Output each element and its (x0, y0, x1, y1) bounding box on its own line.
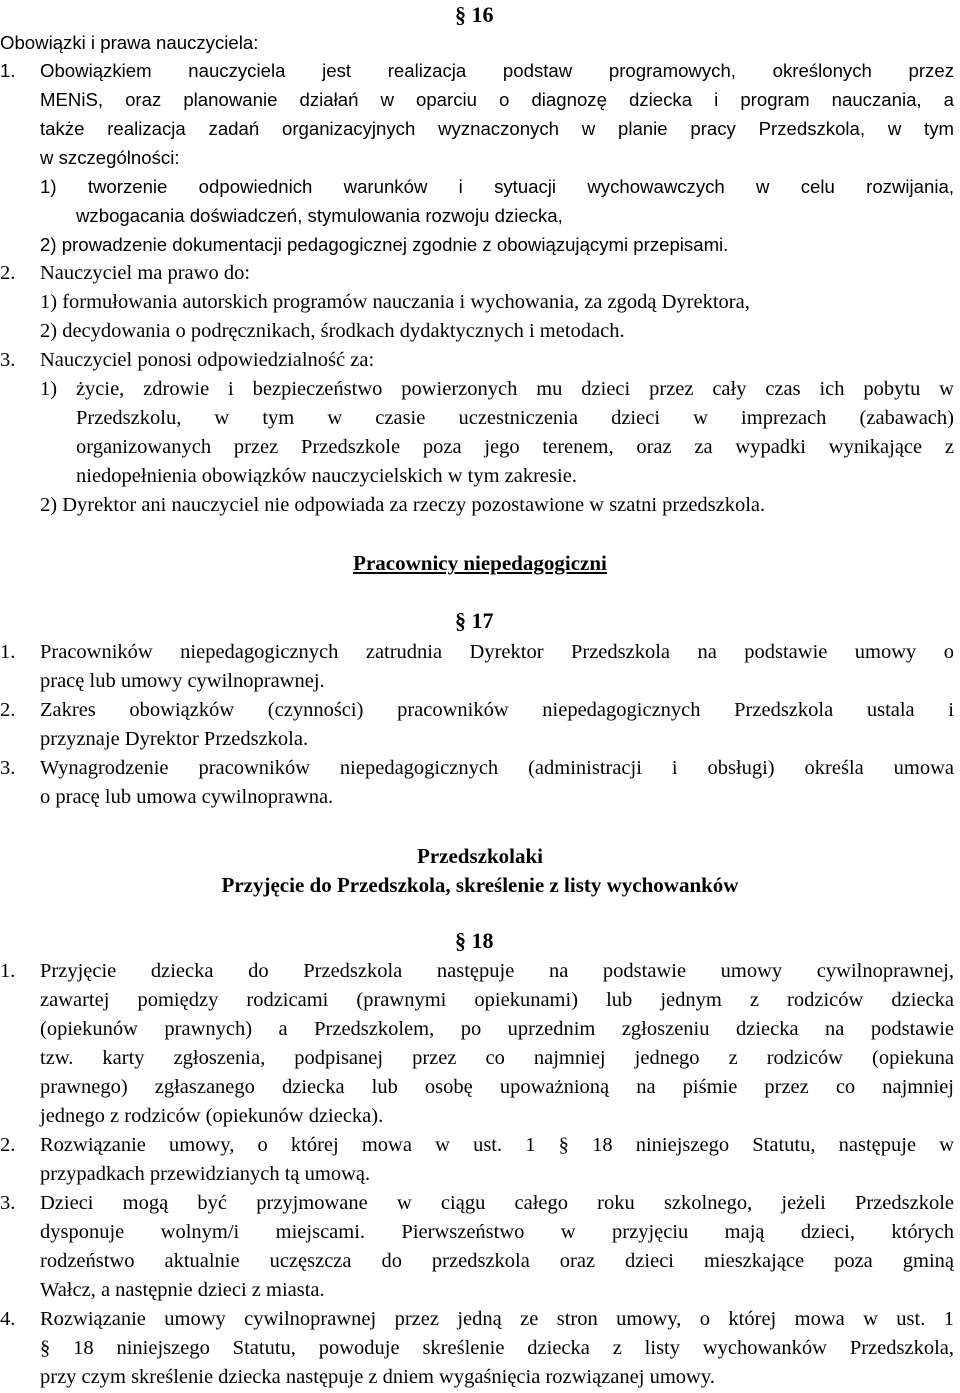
sub-item-text: 1) formułowania autorskich programów nauczania i wychowania, za zgodą Dyrektora, (40, 291, 750, 313)
list-item-text: Rozwiązanie umowy cywilnoprawnej przez jedną ze stron umowy, o której mowa w ust. 1 (40, 1308, 954, 1330)
list-number: 2. (0, 699, 16, 721)
list-number: 1. (0, 641, 16, 663)
list-item-text: tzw. karty zgłoszenia, podpisanej przez co najmniej jednego z rodziców (opiekuna (40, 1047, 954, 1069)
list-item-text: (opiekunów prawnych) a Przedszkolem, po uprzednim zgłoszeniu dziecka na podstawie (40, 1018, 954, 1040)
sub-item-text: 2) decydowania o podręcznikach, środkach dydaktycznych i metodach. (40, 320, 625, 342)
paragraph-mark-18: § 18 (455, 928, 494, 953)
list-item-text: Rozwiązanie umowy, o której mowa w ust. 1 § 18 niniejszego Statutu, następuje w (40, 1134, 954, 1156)
paragraph-mark-16: § 16 (455, 2, 494, 27)
list-item-text: MENiS, oraz planowanie działań w oparciu o diagnozę dziecka i program nauczania, a (40, 89, 954, 110)
list-item-text: prawnego) zgłaszanego dziecka lub osobę upoważnioną na piśmie przez co najmniej (40, 1076, 954, 1098)
list-item-text: Przyjęcie dziecka do Przedszkola następuje na podstawie umowy cywilnoprawnej, (40, 960, 954, 982)
list-item-text: Wałcz, a następnie dzieci z miasta. (40, 1279, 325, 1301)
list-item-text: Pracowników niepedagogicznych zatrudnia Dyrektor Przedszkola na podstawie umowy o (40, 641, 954, 663)
sub-item-text: 2) prowadzenie dokumentacji pedagogicznej zgodnie z obowiązującymi przepisami. (40, 234, 729, 255)
section-heading-staff: Pracownicy niepedagogiczni (353, 551, 607, 575)
list-item-text: w szczególności: (40, 147, 180, 168)
list-number: 2. (0, 1134, 16, 1156)
list-number: 2. (0, 262, 16, 284)
sub-item-text: Przedszkolu, w tym w czasie uczestniczenia dzieci w imprezach (zabawach) (76, 407, 954, 429)
list-item-text: przypadkach przewidzianych tą umową. (40, 1163, 371, 1185)
sub-item-text: organizowanych przez Przedszkole poza jego terenem, oraz za wypadki wynikające z (76, 436, 954, 458)
list-number: 3. (0, 757, 16, 779)
sub-item-text: 2) Dyrektor ani nauczyciel nie odpowiada za rzeczy pozostawione w szatni przedszkola. (40, 494, 766, 516)
list-item-text: Wynagrodzenie pracowników niepedagogicznych (administracji i obsługi) określa umowa (40, 757, 954, 779)
section-heading-children: Przedszkolaki (417, 844, 543, 868)
paragraph-mark-17: § 17 (455, 608, 494, 633)
list-number: 1. (0, 960, 16, 982)
list-item-text: Nauczyciel ponosi odpowiedzialność za: (40, 349, 375, 371)
list-item-text: przyznaje Dyrektor Przedszkola. (40, 728, 309, 750)
list-number: 4. (0, 1308, 16, 1330)
list-item-text: dysponuje wolnym/i miejscami. Pierwszeństwo w przyjęciu mają dzieci, których (40, 1221, 954, 1243)
sub-item-text: niedopełnienia obowiązków nauczycielskich w tym zakresie. (76, 465, 577, 487)
list-number: 3. (0, 349, 16, 371)
list-item-text: zawartej pomiędzy rodzicami (prawnymi opiekunami) lub jednym z rodziców dziecka (40, 989, 954, 1011)
list-item-text: o pracę lub umowa cywilnoprawna. (40, 786, 334, 808)
list-item-text: przy czym skreślenie dziecka następuje z dniem wygaśnięcia rozwiązanej umowy. (40, 1366, 715, 1388)
sub-item-text: 1) tworzenie odpowiednich warunków i sytuacji wychowawczych w celu rozwijania, (40, 176, 954, 197)
list-item-text: Zakres obowiązków (czynności) pracowników niepedagogicznych Przedszkola ustala i (40, 699, 954, 721)
sub-item-text: 1) życie, zdrowie i bezpieczeństwo powierzonych mu dzieci przez cały czas ich pobytu w (40, 378, 954, 400)
section-heading-admission: Przyjęcie do Przedszkola, skreślenie z listy wychowanków (221, 873, 739, 897)
list-item-text: Nauczyciel ma prawo do: (40, 262, 251, 284)
list-item-text: Dzieci mogą być przyjmowane w ciągu całego roku szkolnego, jeżeli Przedszkole (40, 1192, 954, 1214)
list-item-text: także realizacja zadań organizacyjnych wyznaczonych w planie pracy Przedszkola, w tym (40, 118, 954, 139)
section-intro: Obowiązki i prawa nauczyciela: (0, 32, 259, 53)
sub-item-text: wzbogacania doświadczeń, stymulowania rozwoju dziecka, (76, 205, 563, 226)
list-number: 3. (0, 1192, 16, 1214)
list-item-text: § 18 niniejszego Statutu, powoduje skreślenie dziecka z listy wychowanków Przedszkola, (40, 1337, 954, 1359)
list-item-text: Obowiązkiem nauczyciela jest realizacja podstaw programowych, określonych przez (40, 60, 954, 81)
list-item-text: pracę lub umowy cywilnoprawnej. (40, 670, 325, 692)
list-item-text: jednego z rodziców (opiekunów dziecka). (40, 1105, 384, 1127)
list-number: 1. (0, 60, 16, 81)
list-item-text: rodzeństwo aktualnie uczęszcza do przedszkola oraz dzieci mieszkające poza gminą (40, 1250, 954, 1272)
